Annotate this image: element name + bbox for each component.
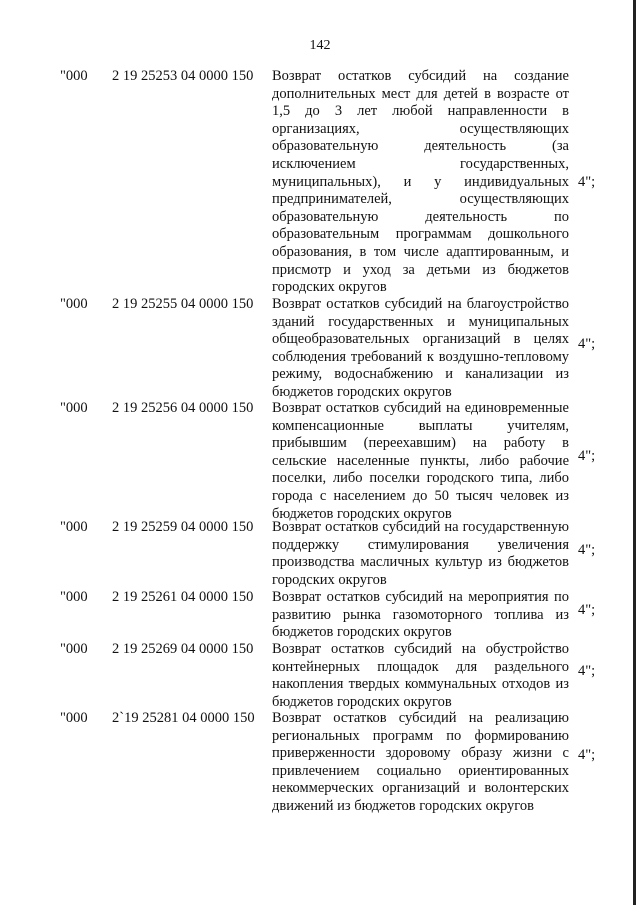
entry-prefix: "000 (60, 296, 88, 312)
entry-suffix: 4"; (578, 663, 596, 679)
budget-classification-code: 2 19 25253 04 0000 150 (112, 68, 254, 84)
budget-classification-code: 2`19 25281 04 0000 150 (112, 710, 255, 726)
budget-classification-code: 2 19 25261 04 0000 150 (112, 589, 254, 605)
scan-edge-line (633, 0, 636, 905)
page-number: 142 (309, 38, 331, 53)
entry-description: Возврат остатков субсидий на единовременные компенсационные выплаты учителям, прибывшим (переехавшим) на работу в сельские населенные пункты, либо рабочие поселки, либо поселки городского типа, либо города с населением до 50 тысяч человек из бюджетов городских округов (272, 400, 569, 522)
entry-suffix: 4"; (578, 448, 596, 464)
entry-suffix: 4"; (578, 542, 596, 558)
entry-prefix: "000 (60, 400, 88, 416)
entry-prefix: "000 (60, 710, 88, 726)
entry-description: Возврат остатков субсидий на реализацию региональных программ по формированию приверженности здоровому образу жизни с привлечением социально ориентированных некоммерческих организаций и волонтерских движений из бюджетов городских округов (272, 710, 569, 814)
entry-prefix: "000 (60, 641, 88, 657)
entry-description: Возврат остатков субсидий на мероприятия по развитию рынка газомоторного топлива из бюджетов городских округов (272, 589, 569, 641)
entry-prefix: "000 (60, 589, 88, 605)
entry-description: Возврат остатков субсидий на создание дополнительных мест для детей в возрасте от 1,5 до 3 лет любой направленности в организациях, осуществляющих образовательную деятельность (за исключением государственных, муниципальных), и у индивидуальных предпринимателей, осуществляющих образовательную деятельность по образовательным программам дошкольного образования, в том числе адаптированным, и присмотр и уход за детьми из бюджетов городских округов (272, 68, 569, 296)
budget-classification-code: 2 19 25269 04 0000 150 (112, 641, 254, 657)
budget-classification-code: 2 19 25259 04 0000 150 (112, 519, 254, 535)
budget-classification-code: 2 19 25256 04 0000 150 (112, 400, 254, 416)
entry-prefix: "000 (60, 519, 88, 535)
budget-classification-code: 2 19 25255 04 0000 150 (112, 296, 254, 312)
entry-prefix: "000 (60, 68, 88, 84)
entry-description: Возврат остатков субсидий на государственную поддержку стимулирования увеличения производства масличных культур из бюджетов городских округов (272, 519, 569, 588)
entry-suffix: 4"; (578, 174, 596, 190)
entry-description: Возврат остатков субсидий на обустройство контейнерных площадок для раздельного накопления твердых коммунальных отходов из бюджетов городских округов (272, 641, 569, 710)
entry-suffix: 4"; (578, 747, 596, 763)
entry-suffix: 4"; (578, 602, 596, 618)
entry-description: Возврат остатков субсидий на благоустройство зданий государственных и муниципальных общеобразовательных организаций в целях соблюдения требований к воздушно-тепловому режиму, водоснабжению и канализации из бюджетов городских округов (272, 296, 569, 400)
entry-suffix: 4"; (578, 336, 596, 352)
